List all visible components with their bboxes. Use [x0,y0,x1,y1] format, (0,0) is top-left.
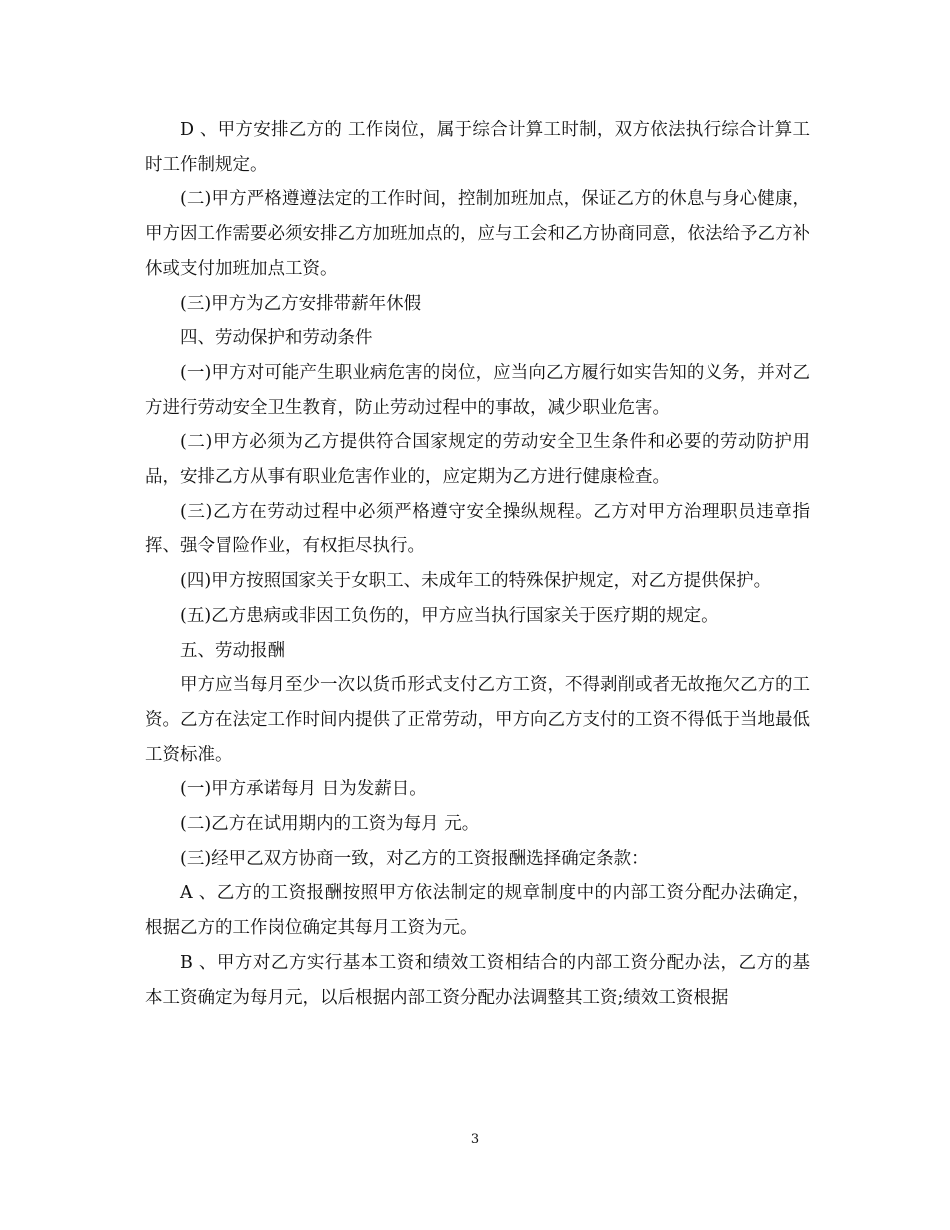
paragraph: (三)乙方在劳动过程中必须严格遵守安全操纵规程。乙方对甲方治理职员违章指挥、强令冒险作业，有权拒尽执行。 [145,501,810,557]
section-heading: 五、劳动报酬 [180,640,285,661]
paragraph: (二)甲方严格遵遵法定的工作时间，控制加班加点，保证乙方的休息与身心健康，甲方因工作需要必须安排乙方加班加点的，应与工会和乙方协商同意，依法给予乙方补休或支付加班加点工资。 [145,189,810,279]
page-number: 3 [470,1132,480,1147]
paragraph: (三)经甲乙双方协商一致，对乙方的工资报酬选择确定条款： [180,848,649,869]
paragraph: (三)甲方为乙方安排带薪年休假 [180,293,422,314]
paragraph: (五)乙方患病或非因工负伤的，甲方应当执行国家关于医疗期的规定。 [180,605,719,626]
paragraph: A 、乙方的工资报酬按照甲方依法制定的规章制度中的内部工资分配办法确定，根据乙方的工作岗位确定其每月工资为元。 [145,883,810,939]
paragraph: D 、甲方安排乙方的 工作岗位，属于综合计算工时制，双方依法执行综合计算工时工作制规定。 [145,120,810,175]
paragraph: B 、甲方对乙方实行基本工资和绩效工资相结合的内部工资分配办法，乙方的基本工资确定为每月元，以后根据内部工资分配办法调整其工资;绩效工资根据 [145,952,810,1008]
section-heading: 四、劳动保护和劳动条件 [180,328,373,349]
paragraph: (二)甲方必须为乙方提供符合国家规定的劳动安全卫生条件和必要的劳动防护用品，安排乙方从事有职业危害作业的，应定期为乙方进行健康检查。 [145,432,810,488]
paragraph: 甲方应当每月至少一次以货币形式支付乙方工资，不得剥削或者无故拖欠乙方的工资。乙方在法定工作时间内提供了正常劳动，甲方向乙方支付的工资不得低于当地最低工资标准。 [145,675,810,765]
paragraph: (一)甲方承诺每月 日为发薪日。 [180,779,427,800]
paragraph: (一)甲方对可能产生职业病危害的岗位，应当向乙方履行如实告知的义务，并对乙方进行劳动安全卫生教育，防止劳动过程中的事故，减少职业危害。 [145,362,810,418]
body-text [145,113,810,1015]
paragraph: (二)乙方在试用期内的工资为每月 元。 [180,814,480,835]
paragraph: (四)甲方按照国家关于女职工、未成年工的特殊保护规定，对乙方提供保护。 [180,571,772,592]
